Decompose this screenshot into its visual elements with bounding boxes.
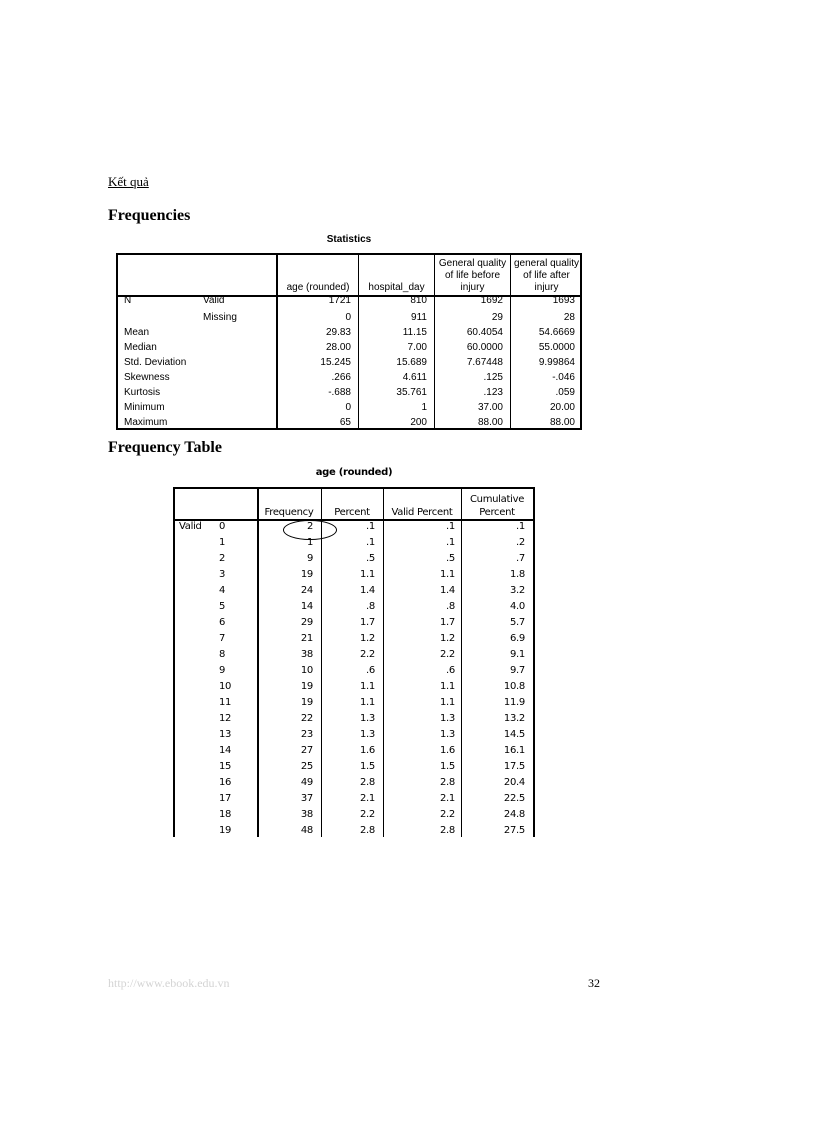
frequency-cell-valid-percent: 1.5 — [439, 761, 455, 772]
frequency-cell-valid-percent: .1 — [446, 537, 455, 548]
age-value: 15 — [219, 761, 232, 772]
frequency-row — [175, 823, 533, 839]
age-value: 0 — [219, 521, 226, 532]
frequency-cell-cumulative: 20.4 — [503, 777, 525, 788]
stats-cell: 20.00 — [549, 402, 575, 413]
stats-row — [118, 415, 580, 430]
frequency-row — [175, 567, 533, 583]
stats-cell: 810 — [410, 295, 427, 306]
frequency-cell-valid-percent: .6 — [446, 665, 455, 676]
stats-row — [118, 295, 580, 310]
frequency-cell-valid-percent: 2.2 — [439, 809, 455, 820]
frequency-cell-percent: 1.6 — [359, 745, 375, 756]
stats-cell: 60.0000 — [466, 342, 503, 353]
page-number: 32 — [588, 976, 600, 990]
section-title: Kết quả — [108, 174, 149, 189]
frequency-row — [175, 663, 533, 679]
stats-row — [118, 385, 580, 400]
stats-cell: 55.0000 — [538, 342, 575, 353]
frequency-cell-percent: 1.1 — [359, 697, 375, 708]
stats-row-sublabel: Missing — [203, 312, 237, 323]
stats-row-label: Kurtosis — [124, 387, 161, 398]
stats-cell: 28 — [563, 312, 575, 323]
frequency-cell-cumulative: 16.1 — [503, 745, 525, 756]
stats-cell: 88.00 — [549, 417, 575, 428]
frequency-row — [175, 647, 533, 663]
age-value: 5 — [219, 601, 226, 612]
age-value: 1 — [219, 537, 226, 548]
frequency-cell-frequency: 19 — [300, 697, 313, 708]
frequency-cell-cumulative: 11.9 — [503, 697, 525, 708]
age-value: 3 — [219, 569, 226, 580]
frequency-cell-cumulative: 10.8 — [503, 681, 525, 692]
frequency-cell-frequency: 24 — [300, 585, 313, 596]
frequency-cell-valid-percent: 1.6 — [439, 745, 455, 756]
frequency-cell-frequency: 23 — [300, 729, 313, 740]
frequency-cell-valid-percent: 1.1 — [439, 569, 455, 580]
frequency-cell-cumulative: 17.5 — [503, 761, 525, 772]
age-value: 7 — [219, 633, 226, 644]
frequency-cell-cumulative: 1.8 — [509, 569, 525, 580]
highlight-oval — [283, 520, 337, 540]
stats-cell: 35.761 — [396, 387, 427, 398]
frequency-cell-frequency: 19 — [300, 681, 313, 692]
frequency-row — [175, 535, 533, 551]
stats-row-label: N — [124, 295, 132, 306]
age-value: 14 — [219, 745, 232, 756]
frequency-cell-valid-percent: .5 — [446, 553, 455, 564]
stats-cell: .123 — [483, 387, 503, 398]
frequency-cell-valid-percent: 2.2 — [439, 649, 455, 660]
frequency-cell-percent: 2.8 — [359, 777, 375, 788]
stats-cell: 0 — [345, 312, 351, 323]
stats-cell: 88.00 — [477, 417, 503, 428]
frequency-cell-cumulative: 3.2 — [509, 585, 525, 596]
stats-cell: -.046 — [552, 372, 575, 383]
frequency-row — [175, 519, 533, 535]
frequency-cell-percent: 2.2 — [359, 649, 375, 660]
frequency-row — [175, 743, 533, 759]
stats-row-label: Median — [124, 342, 157, 353]
stats-cell: 7.67448 — [466, 357, 503, 368]
stats-cell: 1721 — [328, 295, 351, 306]
statistics-header — [118, 255, 580, 297]
frequency-cell-frequency: 1 — [306, 537, 313, 548]
age-value: 13 — [219, 729, 232, 740]
frequency-cell-cumulative: 6.9 — [509, 633, 525, 644]
frequency-row — [175, 631, 533, 647]
frequency-cell-valid-percent: 1.3 — [439, 713, 455, 724]
stats-cell: 200 — [410, 417, 427, 428]
stats-cell: -.688 — [328, 387, 351, 398]
frequency-cell-frequency: 48 — [300, 825, 313, 836]
stats-row — [118, 325, 580, 340]
stats-cell: .125 — [483, 372, 503, 383]
stats-row — [118, 400, 580, 415]
frequency-cell-valid-percent: 1.7 — [439, 617, 455, 628]
stats-row-label: Minimum — [124, 402, 165, 413]
frequency-cell-valid-percent: 2.8 — [439, 825, 455, 836]
frequency-cell-percent: 1.5 — [359, 761, 375, 772]
stats-cell: 28.00 — [325, 342, 351, 353]
frequency-cell-frequency: 27 — [300, 745, 313, 756]
frequency-table — [173, 487, 535, 837]
frequency-cell-cumulative: 5.7 — [509, 617, 525, 628]
frequency-row — [175, 615, 533, 631]
frequency-cell-frequency: 37 — [300, 793, 313, 804]
col-header-percent: Percent — [334, 507, 370, 518]
col-header-age: age (rounded) — [276, 255, 358, 295]
frequency-cell-frequency: 49 — [300, 777, 313, 788]
frequency-cell-percent: .1 — [366, 537, 375, 548]
frequency-cell-percent: 1.1 — [359, 681, 375, 692]
age-value: 8 — [219, 649, 226, 660]
frequency-cell-percent: 2.8 — [359, 825, 375, 836]
stats-row — [118, 355, 580, 370]
age-value: 10 — [219, 681, 232, 692]
stats-cell: 29 — [491, 312, 503, 323]
age-value: 9 — [219, 665, 226, 676]
frequency-row — [175, 807, 533, 823]
frequency-cell-percent: 1.7 — [359, 617, 375, 628]
frequency-cell-frequency: 38 — [300, 809, 313, 820]
frequency-cell-percent: 2.2 — [359, 809, 375, 820]
age-value: 18 — [219, 809, 232, 820]
frequency-row — [175, 759, 533, 775]
frequency-cell-cumulative: 4.0 — [509, 601, 525, 612]
statistics-table — [116, 253, 582, 430]
stats-cell: 4.611 — [402, 372, 427, 383]
frequency-cell-cumulative: 27.5 — [503, 825, 525, 836]
frequency-cell-percent: 1.4 — [359, 585, 375, 596]
age-value: 11 — [219, 697, 232, 708]
group-label-valid: Valid — [179, 521, 202, 532]
frequency-table-header — [175, 489, 533, 521]
frequency-cell-frequency: 29 — [300, 617, 313, 628]
stats-cell: 9.99864 — [538, 357, 575, 368]
frequency-cell-percent: 1.1 — [359, 569, 375, 580]
age-value: 4 — [219, 585, 226, 596]
frequency-cell-valid-percent: 2.8 — [439, 777, 455, 788]
stats-cell: 7.00 — [407, 342, 427, 353]
stats-cell: 65 — [339, 417, 351, 428]
stats-row-sublabel: Valid — [203, 295, 225, 306]
frequency-cell-valid-percent: 1.1 — [439, 681, 455, 692]
frequency-cell-cumulative: 24.8 — [503, 809, 525, 820]
frequency-cell-percent: .8 — [366, 601, 375, 612]
frequency-cell-frequency: 14 — [300, 601, 313, 612]
frequency-row — [175, 679, 533, 695]
stats-cell: .266 — [331, 372, 351, 383]
frequency-cell-percent: .1 — [366, 521, 375, 532]
frequency-row — [175, 727, 533, 743]
stats-cell: .059 — [555, 387, 575, 398]
frequency-cell-frequency: 22 — [300, 713, 313, 724]
stats-cell: 11.15 — [402, 327, 427, 338]
frequency-row — [175, 711, 533, 727]
stats-cell: 0 — [345, 402, 351, 413]
statistics-caption: Statistics — [326, 234, 372, 245]
col-header-qol-before: General quality of life before injury — [434, 255, 510, 295]
frequency-cell-frequency: 38 — [300, 649, 313, 660]
frequency-cell-valid-percent: 1.2 — [439, 633, 455, 644]
frequencies-heading: Frequencies — [108, 207, 191, 224]
frequency-cell-valid-percent: .1 — [446, 521, 455, 532]
age-value: 2 — [219, 553, 226, 564]
frequency-cell-frequency: 19 — [300, 569, 313, 580]
frequency-cell-cumulative: 9.7 — [509, 665, 525, 676]
frequency-row — [175, 791, 533, 807]
frequency-cell-percent: .5 — [366, 553, 375, 564]
frequency-cell-cumulative: 14.5 — [503, 729, 525, 740]
stats-cell: 60.4054 — [466, 327, 503, 338]
col-header-cumulative-percent: Cumulative Percent — [469, 494, 525, 518]
frequency-cell-percent: 2.1 — [359, 793, 375, 804]
footer-url: http://www.ebook.edu.vn — [108, 976, 230, 990]
age-value: 6 — [219, 617, 226, 628]
stats-cell: 15.245 — [320, 357, 351, 368]
col-header-valid-percent: Valid Percent — [391, 507, 453, 518]
stats-cell: 37.00 — [477, 402, 503, 413]
stats-row-label: Skewness — [124, 372, 170, 383]
frequency-cell-cumulative: 13.2 — [503, 713, 525, 724]
stats-cell: 911 — [411, 312, 427, 323]
frequency-cell-frequency: 25 — [300, 761, 313, 772]
frequency-cell-percent: .6 — [366, 665, 375, 676]
stats-row — [118, 310, 580, 325]
frequency-row — [175, 551, 533, 567]
stats-row-label: Mean — [124, 327, 150, 338]
stats-row-label: Std. Deviation — [124, 357, 187, 368]
frequency-cell-valid-percent: .8 — [446, 601, 455, 612]
frequency-table-heading: Frequency Table — [108, 439, 222, 456]
frequency-cell-valid-percent: 2.1 — [439, 793, 455, 804]
frequency-row — [175, 695, 533, 711]
col-header-qol-after: general quality of life after injury — [510, 255, 582, 295]
stats-cell: 1692 — [480, 295, 503, 306]
age-value: 19 — [219, 825, 232, 836]
col-header-hospital-day: hospital_day — [358, 255, 434, 295]
frequency-cell-cumulative: .1 — [516, 521, 525, 532]
frequency-table-caption: age (rounded) — [315, 467, 393, 478]
age-value: 12 — [219, 713, 232, 724]
age-value: 17 — [219, 793, 232, 804]
frequency-cell-frequency: 10 — [300, 665, 313, 676]
frequency-cell-percent: 1.2 — [359, 633, 375, 644]
frequency-cell-valid-percent: 1.1 — [439, 697, 455, 708]
stats-cell: 1 — [421, 402, 427, 413]
frequency-cell-cumulative: .7 — [516, 553, 525, 564]
frequency-cell-valid-percent: 1.4 — [439, 585, 455, 596]
col-header-frequency: Frequency — [264, 507, 314, 518]
frequency-cell-percent: 1.3 — [359, 713, 375, 724]
stats-row — [118, 340, 580, 355]
frequency-cell-percent: 1.3 — [359, 729, 375, 740]
stats-row-label: Maximum — [124, 417, 168, 428]
frequency-cell-frequency: 2 — [306, 521, 313, 532]
frequency-row — [175, 583, 533, 599]
frequency-cell-cumulative: .2 — [516, 537, 525, 548]
frequency-cell-valid-percent: 1.3 — [439, 729, 455, 740]
age-value: 16 — [219, 777, 232, 788]
stats-cell: 15.689 — [396, 357, 427, 368]
stats-row — [118, 370, 580, 385]
frequency-cell-cumulative: 9.1 — [509, 649, 525, 660]
frequency-row — [175, 775, 533, 791]
frequency-cell-frequency: 9 — [306, 553, 313, 564]
frequency-cell-frequency: 21 — [300, 633, 313, 644]
stats-cell: 54.6669 — [538, 327, 575, 338]
frequency-row — [175, 599, 533, 615]
stats-cell: 1693 — [552, 295, 575, 306]
frequency-cell-cumulative: 22.5 — [503, 793, 525, 804]
stats-cell: 29.83 — [325, 327, 351, 338]
